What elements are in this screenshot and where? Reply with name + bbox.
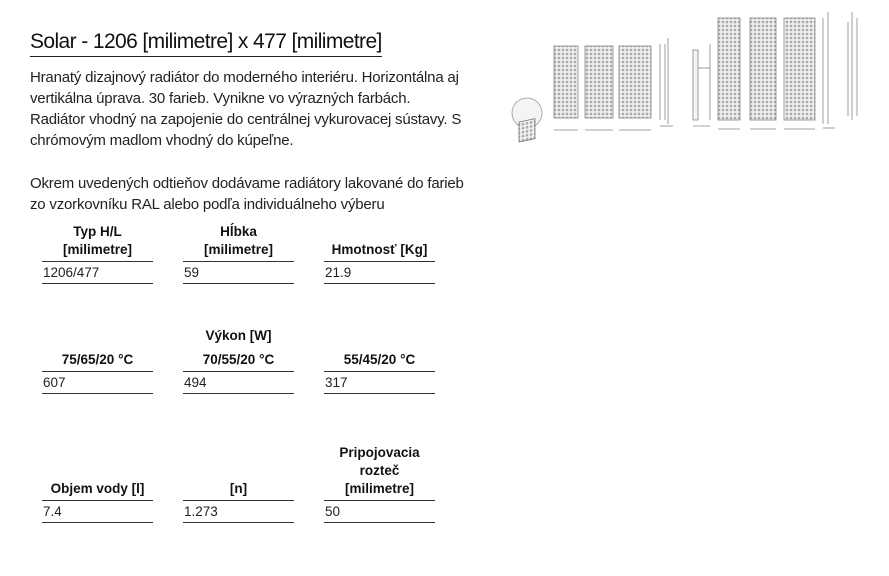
spec-depth bbox=[183, 223, 294, 284]
spec-exponent-header: [n] bbox=[183, 480, 294, 501]
spec-water bbox=[42, 480, 153, 523]
technical-drawing bbox=[505, 8, 875, 148]
spec-output-75 bbox=[42, 351, 153, 394]
spec-spacing bbox=[324, 444, 435, 523]
radiator-front-view bbox=[585, 46, 613, 118]
handle-side-view bbox=[693, 50, 698, 120]
spec-water-value: 7.4 bbox=[42, 501, 153, 523]
spec-type-header bbox=[42, 223, 153, 262]
ral-note-line: zo vzorkovníku RAL alebo podľa individuálneho výberu bbox=[30, 196, 385, 213]
description-line: Hranatý dizajnový radiátor do moderného interiéru. Horizontálna aj bbox=[30, 69, 459, 86]
spec-spacing-header bbox=[324, 444, 435, 501]
spec-water-header: Objem vody [l] bbox=[42, 480, 153, 501]
ral-note bbox=[30, 173, 500, 215]
spec-spacing-value: 50 bbox=[324, 501, 435, 523]
radiator-front-view bbox=[619, 46, 651, 118]
radiator-front-view bbox=[554, 46, 578, 118]
spec-output-55-header: 55/45/20 °C bbox=[324, 351, 435, 372]
spec-spacing-label: rozteč bbox=[359, 463, 400, 478]
spec-spacing-label: Pripojovacia bbox=[339, 445, 420, 460]
radiator-vertical-front-view bbox=[750, 18, 776, 120]
spec-type-value: 1206/477 bbox=[42, 262, 153, 284]
radiator-3d-icon bbox=[512, 98, 542, 142]
description-line: vertikálna úprava. 30 farieb. Vynikne vo výrazných farbách. bbox=[30, 90, 411, 107]
spec-exponent bbox=[183, 480, 294, 523]
spec-depth-label: Hĺbka bbox=[220, 224, 257, 239]
spec-depth-unit: [milimetre] bbox=[203, 242, 274, 257]
spec-weight-value: 21.9 bbox=[324, 262, 435, 284]
spec-spacing-unit: [milimetre] bbox=[344, 481, 415, 496]
spec-output-55 bbox=[324, 351, 435, 394]
spec-type bbox=[42, 223, 153, 284]
product-description bbox=[30, 67, 500, 151]
description-line: Radiátor vhodný na zapojenie do centrálnej vykurovacej sústavy. S bbox=[30, 111, 462, 128]
spec-weight-header: Hmotnosť [Kg] bbox=[324, 241, 435, 262]
spec-output-70 bbox=[183, 351, 294, 394]
spec-weight bbox=[324, 241, 435, 284]
spec-output-75-value: 607 bbox=[42, 372, 153, 394]
radiator-vertical-front-view bbox=[718, 18, 740, 120]
spec-output-55-value: 317 bbox=[324, 372, 435, 394]
output-group-label: Výkon [W] bbox=[205, 328, 272, 343]
spec-output-70-value: 494 bbox=[183, 372, 294, 394]
spec-depth-header bbox=[183, 223, 294, 262]
ral-note-line: Okrem uvedených odtieňov dodávame radiátory lakované do farieb bbox=[30, 175, 464, 192]
radiator-vertical-front-view bbox=[784, 18, 815, 120]
description-line: chrómovým madlom vhodný do kúpeľne. bbox=[30, 132, 294, 149]
product-title: Solar - 1206 [milimetre] x 477 [milimetre] bbox=[30, 30, 382, 57]
spec-depth-value: 59 bbox=[183, 262, 294, 284]
spec-output-70-header: 70/55/20 °C bbox=[183, 351, 294, 372]
spec-output-75-header: 75/65/20 °C bbox=[42, 351, 153, 372]
spec-exponent-value: 1.273 bbox=[183, 501, 294, 523]
spec-type-unit: [milimetre] bbox=[62, 242, 133, 257]
spec-type-label: Typ H/L bbox=[73, 224, 122, 239]
